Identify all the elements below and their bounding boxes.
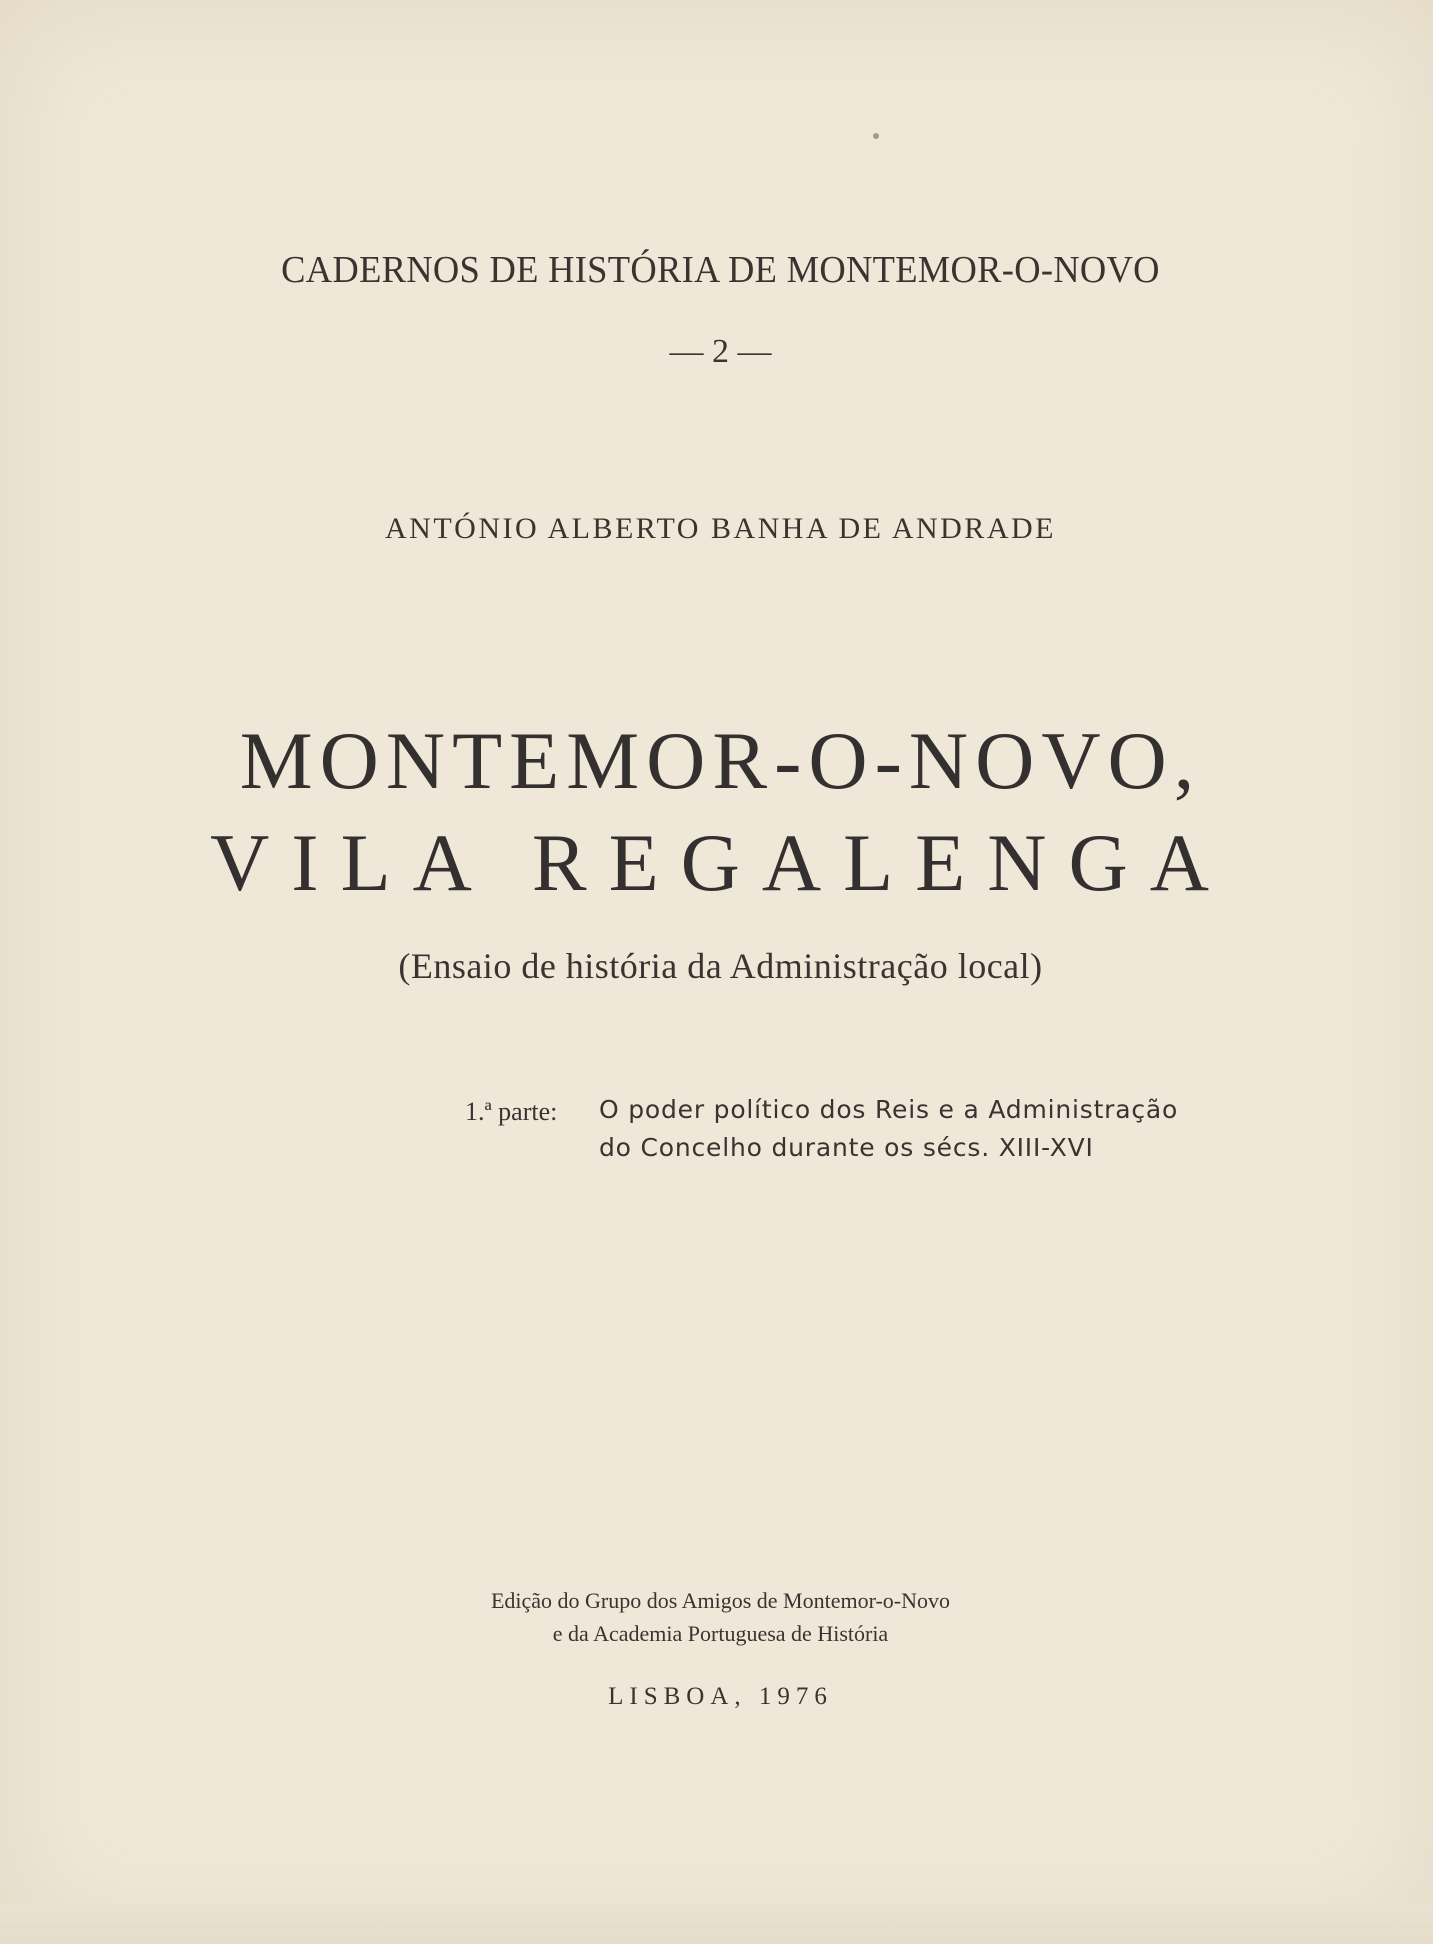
- page-right-edge: [1433, 0, 1441, 1944]
- book-title-line-2: VILA REGALENGA: [210, 817, 1231, 908]
- author-name: ANTÓNIO ALBERTO BANHA DE ANDRADE: [385, 512, 1056, 545]
- book-title-line-1: MONTEMOR-O-NOVO,: [239, 715, 1202, 806]
- edition-line-1: Edição do Grupo dos Amigos de Montemor-o-Novo: [490, 1588, 951, 1613]
- part-text-line-1: O poder político dos Reis e a Administração: [599, 1095, 1179, 1124]
- book-subtitle: (Ensaio de história da Administração local): [398, 946, 1043, 986]
- part-label: 1.ª parte:: [465, 1097, 558, 1126]
- edition-line-2: e da Academia Portuguesa de História: [552, 1621, 889, 1646]
- series-title: CADERNOS DE HISTÓRIA DE MONTEMOR-O-NOVO: [281, 249, 1160, 291]
- series-number: — 2 —: [669, 333, 772, 370]
- page-bottom-edge: [0, 1904, 1441, 1944]
- paper-speck: [873, 133, 879, 139]
- place-and-year: LISBOA, 1976: [608, 1683, 833, 1710]
- part-text-line-2: do Concelho durante os sécs. XIII-XVI: [599, 1133, 1094, 1162]
